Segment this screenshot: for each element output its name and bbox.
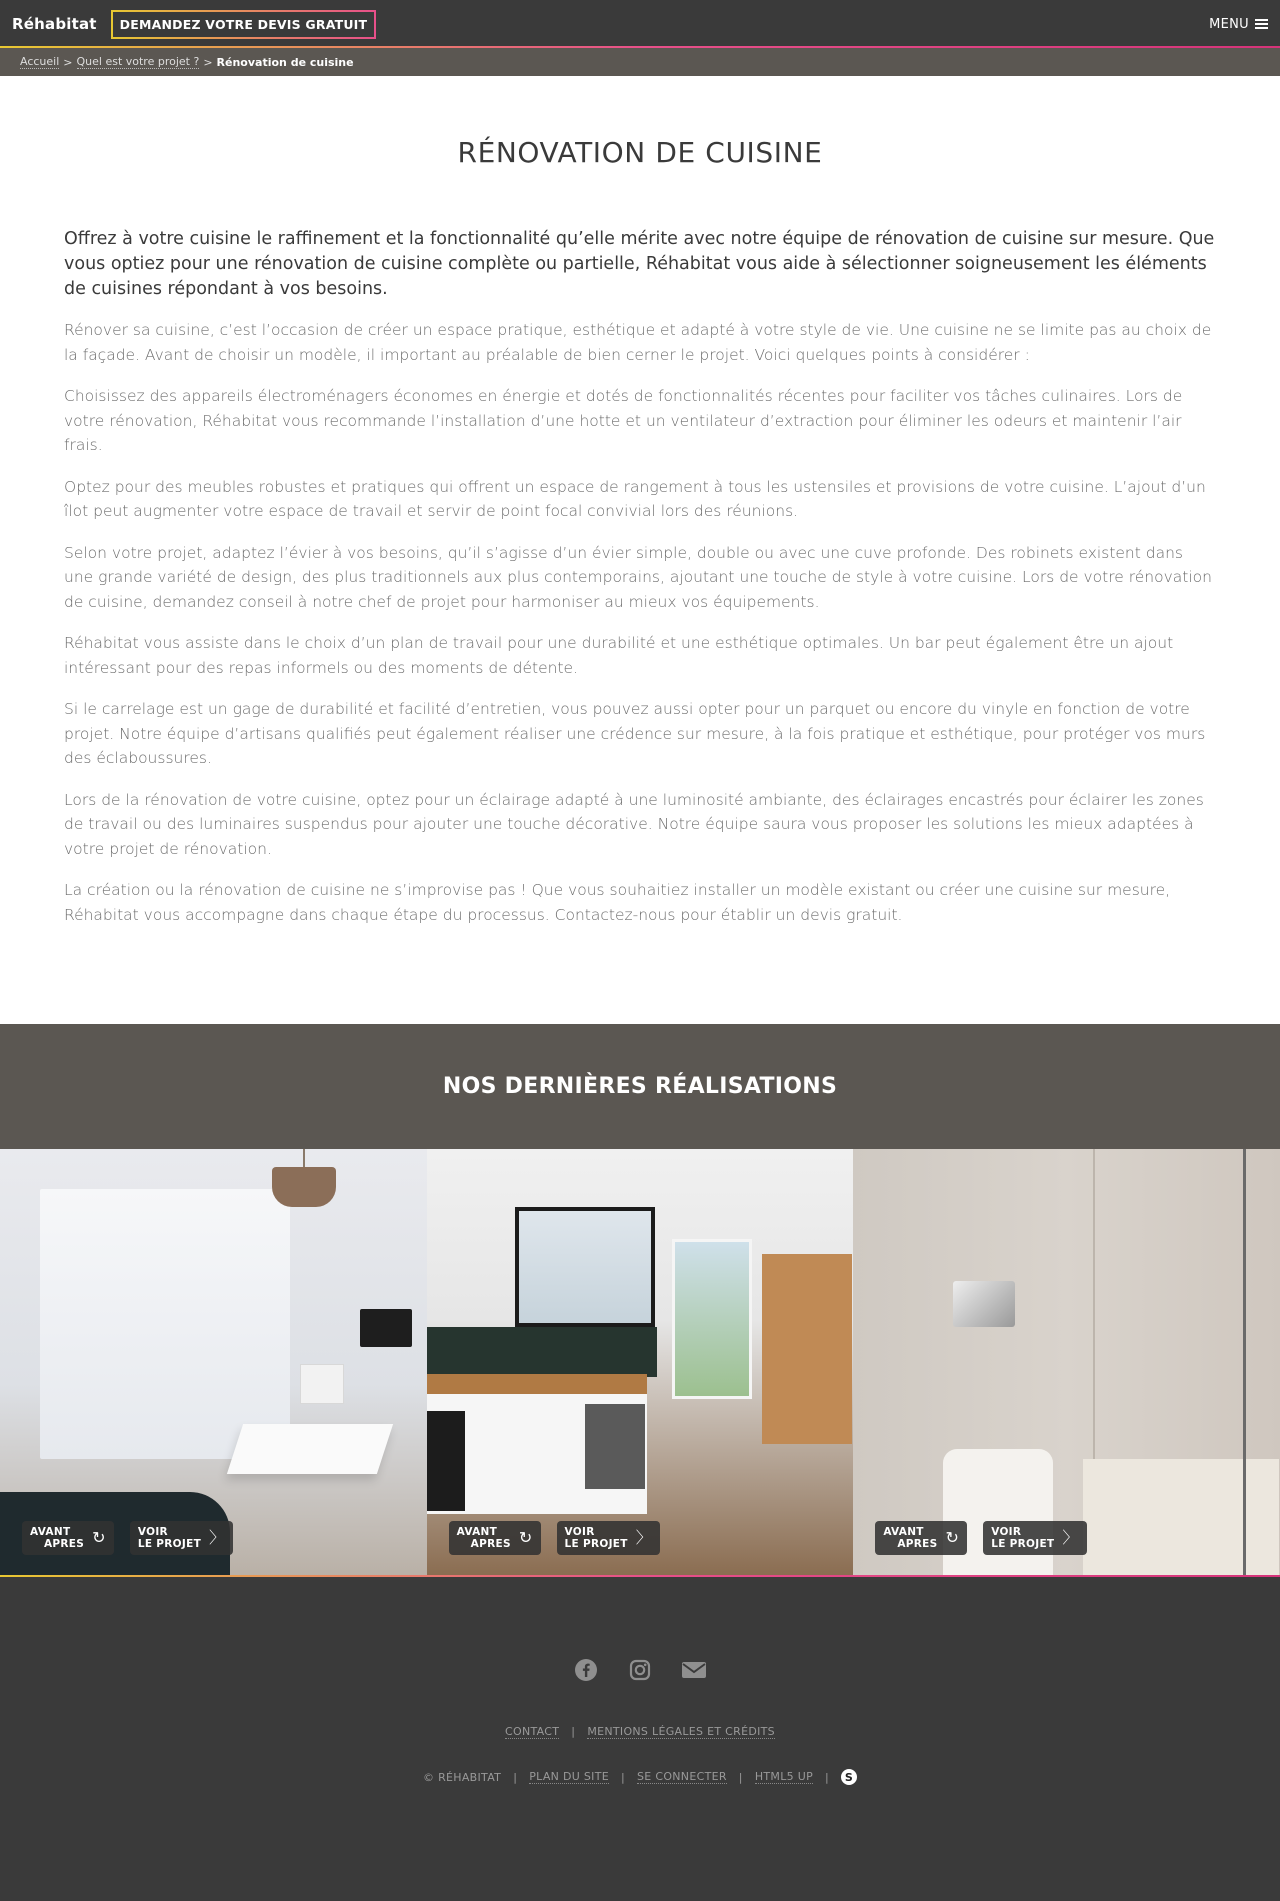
pendant-lamp-image [272,1149,336,1219]
rotate-icon: ↻ [945,1528,960,1547]
toilet-image [943,1449,1053,1577]
footer-bottom [0,1769,1280,1785]
footer-links [0,1725,1280,1739]
page-title: RÉNOVATION DE CUISINE [457,136,823,169]
envelope-icon[interactable] [681,1657,707,1683]
legal-notice-link[interactable]: MENTIONS LÉGALES ET CRÉDITS [587,1725,775,1738]
menu-button[interactable] [1209,17,1268,32]
before-after-button[interactable]: AVANT APRES ↻ [22,1521,114,1555]
main-content [0,76,1280,1024]
html5up-link[interactable]: HTML5 UP [754,1770,814,1783]
copyright-text: © RÉHABITAT [422,1770,502,1784]
balcony-door-image [672,1239,752,1399]
project-gallery [0,1149,1280,1577]
breadcrumb-separator: > [203,55,213,69]
fridge-image [585,1404,645,1489]
breadcrumb-project-link[interactable]: Quel est votre projet ? [76,55,200,68]
glass-partition-image [515,1207,655,1327]
project-tile-bathroom[interactable] [853,1149,1280,1577]
login-link[interactable]: SE CONNECTER [637,1770,727,1783]
body-paragraph: Optez pour des meubles robustes et pratiques qui offrent un espace de rangement à tous les ustensiles et provisions de votre cuisine. L’ajout d’un îlot peut augmenter votre espace de travail et servir de point focal convivial lors des réunions. [64,477,1206,520]
project-tile-kitchen[interactable] [427,1149,854,1577]
oven-image [427,1411,465,1511]
body-paragraph: Lors de la rénovation de votre cuisine, optez pour un éclairage adapté à une luminosité ambiante, des éclairages encastrés pour éclairer les zones de travail ou des luminaires suspendus pour ajouter une touche décorative. Notre équipe saura vous proposer les solutions les mieux adaptées à votre projet de rénovation. [64,790,1204,858]
divider: | [738,1770,743,1784]
body-paragraph: Selon votre projet, adaptez l’évier à vos besoins, qu’il s’agisse d’un évier simple, double ou avec une cuve profonde. Des robinets existent dans une grande variété de design, des plus traditionnels aux plus contemporains, ajoutant une touche de style à votre cuisine. Lors de votre rénovation de cuisine, demandez conseil à notre chef de projet pour harmoniser au mieux vos équipements. [64,543,1212,611]
view-project-button[interactable]: VOIR LE PROJET 〉 [557,1521,660,1555]
sitemap-link[interactable]: PLAN DU SITE [529,1770,609,1783]
backsplash-image [427,1327,657,1377]
radiator-image [300,1364,344,1404]
body-paragraph: Si le carrelage est un gage de durabilité et facilité d’entretien, vous pouvez aussi opter pour un parquet ou encore du vinyle en fonction de votre projet. Notre équipe d’artisans qualifiés peut également réaliser une crédence sur mesure, à la fois pratique et esthétique, pour protéger vos murs des éclaboussures. [64,700,1206,767]
project-tile-living-room[interactable] [0,1149,427,1577]
project-actions [22,1521,233,1555]
divider: | [513,1770,518,1784]
instagram-icon[interactable] [627,1657,653,1683]
facebook-icon[interactable] [573,1657,599,1683]
social-links [0,1657,1280,1683]
breadcrumb-current: Rénovation de cuisine [216,55,354,69]
site-logo[interactable]: Réhabitat [12,15,97,33]
contact-link[interactable]: CONTACT [505,1725,560,1738]
view-project-button[interactable]: VOIR LE PROJET 〉 [130,1521,233,1555]
tv-image [360,1309,412,1347]
body-paragraph: Rénover sa cuisine, c’est l’occasion de créer un espace pratique, esthétique et adapté à votre style de vie. Une cuisine ne se limite pas au choix de la façade. Avant de choisir un modèle, il important au préalable de bien cerner le projet. Voici quelques points à considérer : [64,321,1212,364]
shower-glass-edge [1243,1149,1246,1577]
divider: | [571,1725,576,1738]
breadcrumb-home-link[interactable]: Accueil [20,55,60,68]
divider: | [825,1770,830,1784]
chevron-right-icon: 〉 [635,1528,653,1547]
divider: | [621,1770,626,1784]
coffee-table-image [227,1424,393,1474]
breadcrumb-separator: > [63,55,73,69]
realisations-title: NOS DERNIÈRES RÉALISATIONS [442,1074,838,1099]
menu-label: MENU [1209,16,1249,32]
body-paragraph: La création ou la rénovation de cuisine ne s’improvise pas ! Que vous souhaitiez installer un modèle existant ou créer une cuisine sur mesure, Réhabitat vous accompagne dans chaque étape du processus. Contactez-nous pour établir un devis gratuit. [64,881,1171,924]
shower-tray-image [1083,1459,1279,1577]
site-header [0,0,1280,48]
before-after-button[interactable]: AVANT APRES ↻ [449,1521,541,1555]
chevron-right-icon: 〉 [1062,1528,1079,1547]
body-paragraph: Choisissez des appareils électroménagers économes en énergie et dotés de fonctionnalités récentes pour faciliter vos tâches culinaires. Lors de votre rénovation, Réhabitat vous recommande l’installation d’une hotte et un ventilateur d’extraction pour éliminer les odeurs et maintenir l’air frais. [64,387,1183,454]
shelf-unit-image [762,1254,852,1444]
free-quote-button[interactable]: DEMANDEZ VOTRE DEVIS GRATUIT [111,10,377,39]
flush-plate-image [953,1281,1015,1327]
countertop-image [427,1374,647,1394]
realisations-section [0,1024,1280,1577]
before-after-button[interactable]: AVANT APRES ↻ [875,1521,967,1555]
hamburger-icon [1255,19,1268,29]
breadcrumb [0,48,1280,76]
window-curtain-image [40,1189,290,1459]
rotate-icon: ↻ [518,1528,533,1547]
view-project-button[interactable]: VOIR LE PROJET 〉 [983,1521,1086,1555]
site-footer [0,1577,1280,1901]
chevron-right-icon: 〉 [209,1528,226,1547]
body-paragraph: Réhabitat vous assiste dans le choix d’un plan de travail pour une durabilité et une esthétique optimales. Un bar peut également être un ajout intéressant pour des repas informels ou des moments de détente. [64,634,1174,677]
rotate-icon: ↻ [92,1528,106,1547]
project-actions [875,1521,1086,1555]
intro-paragraph: Offrez à votre cuisine le raffinement et la fonctionnalité qu’elle mérite avec notre équipe de rénovation de cuisine sur mesure. Que vous optiez pour une rénovation de cuisine complète ou partielle, Réhabitat vous aide à sélectionner soigneusement les éléments de cuisines répondant à vos besoins. [64,229,1215,299]
agency-logo-icon[interactable]: S [841,1769,857,1785]
project-actions [449,1521,660,1555]
